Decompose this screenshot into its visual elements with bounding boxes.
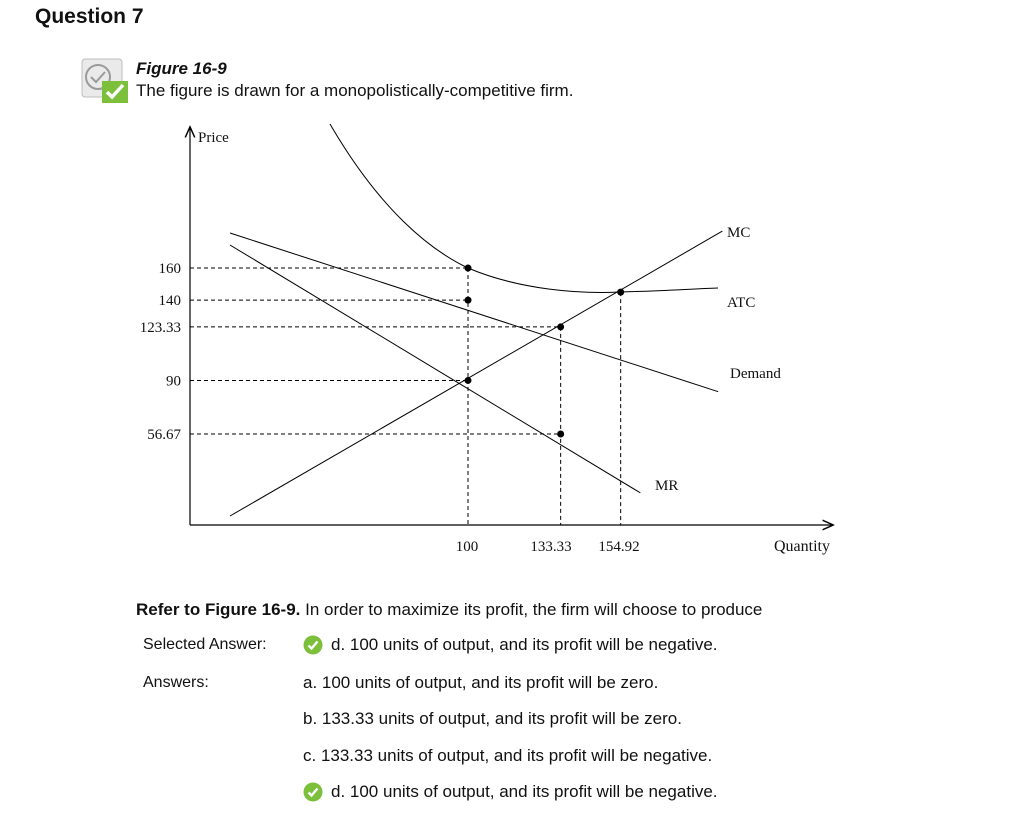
answer-option-b: [303, 709, 682, 729]
answer-option-a: [303, 673, 658, 693]
data-point: [465, 297, 472, 304]
x-tick-label: 100: [455, 539, 479, 555]
answer-text: c. 133.33 units of output, and its profit will be negative.: [303, 746, 713, 765]
demand-label: Demand: [730, 366, 781, 382]
question-title: Question 7: [35, 5, 144, 28]
y-tick-label: 56.67: [147, 426, 181, 443]
figure-title: Figure 16-9: [136, 59, 227, 78]
x-tick-label: 133.33: [530, 539, 572, 555]
answer-option-c: [303, 746, 712, 766]
question-prompt: [136, 600, 762, 620]
answer-text: d. 100 units of output, and its profit will be negative.: [331, 782, 718, 801]
demand-curve: [230, 233, 718, 392]
mc-label: MC: [727, 225, 751, 241]
y-tick-label: 90: [166, 373, 181, 390]
mr-label: MR: [655, 478, 679, 494]
prompt-reference: Refer to Figure 16-9.: [136, 600, 301, 619]
prompt-text: In order to maximize its profit, the firm will choose to produce: [300, 600, 763, 619]
selected-answer-label: Selected Answer:: [143, 636, 267, 653]
data-point: [617, 289, 624, 296]
atc-label: ATC: [727, 295, 756, 311]
answer-text: a. 100 units of output, and its profit will be zero.: [303, 673, 659, 692]
figure-description: The figure is drawn for a monopolistically-competitive firm.: [136, 81, 574, 100]
selected-answer-text: d. 100 units of output, and its profit will be negative.: [331, 635, 718, 654]
x-tick-label: 154.92: [598, 539, 640, 555]
correct-check-icon: [303, 635, 323, 655]
data-point: [557, 323, 564, 330]
marginal-revenue-curve: [230, 245, 640, 493]
y-tick-label: 123.33: [139, 319, 181, 336]
data-point: [465, 377, 472, 384]
data-point: [557, 430, 564, 437]
answer-text: b. 133.33 units of output, and its profit will be zero.: [303, 709, 682, 728]
x-axis-label: Quantity: [774, 538, 830, 555]
answers-label: Answers:: [143, 674, 209, 691]
answer-option-d: [303, 782, 718, 802]
data-point: [465, 265, 472, 272]
marginal-cost-curve: [230, 231, 722, 516]
selected-answer: [303, 635, 718, 655]
y-tick-label: 140: [158, 293, 181, 310]
y-tick-label: 160: [158, 261, 181, 278]
correct-check-icon: [303, 782, 323, 802]
y-axis-label: Price: [198, 130, 229, 146]
